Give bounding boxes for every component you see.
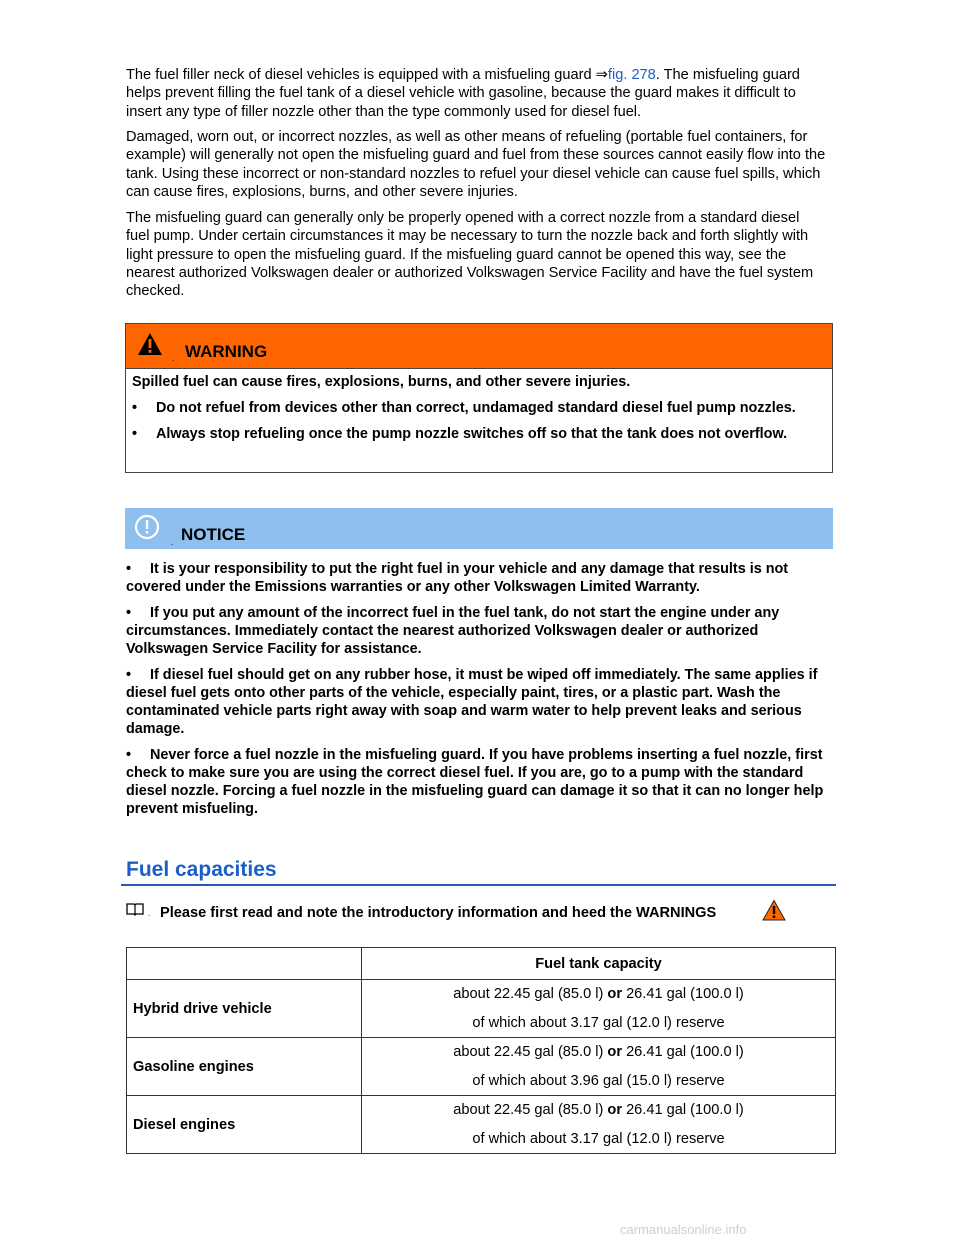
paragraph-text: The fuel filler neck of diesel vehicles is equipped with a misfueling guard ⇒ <box>126 67 608 83</box>
watermark: carmanualsonline.info <box>620 1222 747 1237</box>
table-header-row <box>127 948 836 980</box>
book-icon <box>126 902 144 916</box>
row-label: Gasoline engines <box>127 1038 362 1096</box>
warning-dot: . <box>172 354 175 363</box>
capacity-b: 26.41 gal (100.0 l) <box>622 1102 744 1118</box>
section-title: Fuel capacities <box>126 858 277 881</box>
bullet: • <box>126 605 132 621</box>
notice-heading: NOTICE <box>181 525 246 544</box>
reserve-line: of which about 3.17 gal (12.0 l) reserve <box>472 1130 725 1147</box>
row-label: Hybrid drive vehicle <box>127 980 362 1038</box>
notice-item <box>126 746 838 818</box>
value-cell <box>362 1038 836 1096</box>
paragraph-nozzles: Damaged, worn out, or incorrect nozzles, as well as other means of refueling (portable fuel containers, for example) will generally not open the misfueling guard and fuel from these sources cannot easily flow into the tank. Using these incorrect or non-standard nozzles to refuel your diesel vehicle can cause fuel spills, which can cause fires, explosions, burns, and other severe injuries. <box>126 129 826 200</box>
warning-item-text: Always stop refueling once the pump nozzle switches off so that the tank does not overflow. <box>156 426 788 442</box>
or-text: or <box>607 1102 623 1118</box>
warning-item-text: Do not refuel from devices other than correct, undamaged standard diesel fuel pump nozzles. <box>156 400 796 416</box>
warning-body <box>126 369 832 443</box>
notice-item-text: If you put any amount of the incorrect fuel in the fuel tank, do not start the engine under any circumstances. Immediately contact the nearest authorized Volkswagen dealer or authorized Volkswagen Service Facility for assistance. <box>126 605 780 657</box>
capacity-line <box>362 980 835 1009</box>
value-cell <box>362 1096 836 1154</box>
bullet: • <box>126 561 132 577</box>
notice-item <box>126 604 838 658</box>
or-text: or <box>607 1044 623 1060</box>
intro-line <box>126 899 846 925</box>
notice-item-text: If diesel fuel should get on any rubber hose, it must be wiped off immediately. The same applies if diesel fuel gets onto other parts of the vehicle, especially paint, tires, or a plastic part. Wash the contaminated vehicle parts right away with soap and warm water to help prevent leaks and serious damage. <box>126 667 818 737</box>
capacity-line <box>362 1038 835 1067</box>
intro-text: Please first read and note the introductory information and heed the WARNINGS <box>160 905 717 921</box>
warning-box <box>125 323 833 473</box>
value-cell <box>362 980 836 1038</box>
row-label: Diesel engines <box>127 1096 362 1154</box>
notice-item <box>126 666 838 738</box>
paragraph-text: . The misfueling guard helps prevent filling the fuel tank of a diesel vehicle with gasoline, because the guard makes it difficult to insert any type of filler nozzle other than the type commonly used for diesel fuel. <box>126 67 800 120</box>
capacity-line <box>362 1096 835 1125</box>
warning-lead: Spilled fuel can cause fires, explosions, burns, and other severe injuries. <box>132 374 631 390</box>
warning-triangle-icon <box>137 332 163 356</box>
or-text: or <box>607 986 623 1002</box>
warning-header <box>126 324 832 369</box>
exclamation-circle-icon <box>134 514 160 540</box>
table-header-cell: Fuel tank capacity <box>362 948 836 980</box>
notice-item-text: Never force a fuel nozzle in the misfueling guard. If you have problems inserting a fuel nozzle, first check to make sure you are using the correct diesel fuel. If you are, go to a pump with the standard diesel nozzle. Forcing a fuel nozzle in the misfueling guard can damage it so that it can no longer help prevent misfueling. <box>126 747 824 817</box>
reserve-line: of which about 3.96 gal (15.0 l) reserve <box>472 1072 725 1089</box>
bullet: • <box>126 667 132 683</box>
table-header-empty <box>127 948 362 980</box>
table-row <box>127 1096 836 1154</box>
intro-dot: . <box>148 909 151 918</box>
figure-link[interactable]: fig. 278 <box>607 67 656 83</box>
reserve-line: of which about 3.17 gal (12.0 l) reserve <box>472 1014 725 1031</box>
warning-heading: WARNING <box>185 342 268 361</box>
notice-item <box>126 560 838 596</box>
warning-item <box>132 425 826 443</box>
notice-body <box>126 560 838 826</box>
notice-item-text: It is your responsibility to put the right fuel in your vehicle and any damage that results is not covered under the Emissions warranties or any other Volkswagen Limited Warranty. <box>126 561 789 595</box>
bullet: • <box>132 426 138 442</box>
table-row <box>127 1038 836 1096</box>
table-row <box>127 980 836 1038</box>
warning-item <box>132 399 826 417</box>
capacity-a: about 22.45 gal (85.0 l) <box>453 1102 608 1118</box>
paragraph-opening-guard: The misfueling guard can generally only be properly opened with a correct nozzle from a standard diesel fuel pump. Under certain circumstances it may be necessary to turn the nozzle back and forth slightly with light pressure to open the misfueling guard. If the misfueling guard cannot be opened this way, see the nearest authorized Volkswagen dealer or authorized Volkswagen Service Facility and have the fuel system checked. <box>126 210 814 300</box>
paragraph-misfueling-guard <box>126 66 826 121</box>
capacity-b: 26.41 gal (100.0 l) <box>622 986 744 1002</box>
notice-dot: . <box>171 538 174 547</box>
section-divider <box>121 884 836 886</box>
warning-link-icon[interactable] <box>762 899 786 921</box>
notice-header <box>125 508 833 549</box>
bullet: • <box>126 747 132 763</box>
bullet: • <box>132 400 138 416</box>
capacity-a: about 22.45 gal (85.0 l) <box>453 1044 608 1060</box>
capacity-b: 26.41 gal (100.0 l) <box>622 1044 744 1060</box>
fuel-capacity-table <box>126 947 836 1154</box>
capacity-a: about 22.45 gal (85.0 l) <box>453 986 608 1002</box>
